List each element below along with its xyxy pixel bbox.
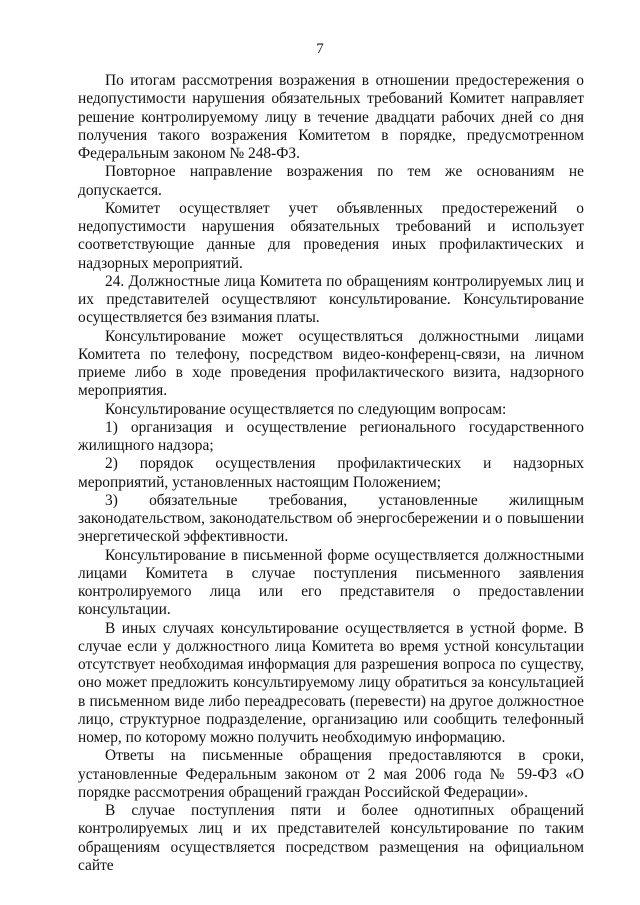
paragraph-oral-consulting: В иных случаях консультирование осуществляется в устной форме. В случае если у должностного лица Комитета во время устной консультации отсутствует необходимая информация для разрешения вопроса по существу, оно может предложить консультируемому лицу обратиться за консультацией в письменном виде либо переадресовать (перевести) на другое должностное лицо, структурное подразделение, организацию или сообщить телефонный номер, по которому можно получить необходимую информацию. xyxy=(78,619,584,746)
paragraph-warnings-accounting: Комитет осуществляет учет объявленных предостережений о недопустимости нарушения обязательных требований и использует соответствующие данные для проведения иных профилактических и надзорных мероприятий. xyxy=(78,199,584,272)
paragraph-objection-decision: По итогам рассмотрения возражения в отношении предостережения о недопустимости нарушения обязательных требований Комитет направляет решение контролируемому лицу в течение двадцати рабочих дней со дня получения такого возражения Комитетом в порядке, предусмотренном Федеральным законом № 248-ФЗ. xyxy=(78,72,584,162)
paragraph-written-answers: Ответы на письменные обращения предоставляются в сроки, установленные Федеральным законом от 2 мая 2006 года № 59-ФЗ «О порядке рассмотрения обращений граждан Российской Федерации». xyxy=(78,747,584,801)
list-item-3: 3) обязательные требования, установленные жилищным законодательством, законодательством об энергосбережении и о повышении энергетической эффективности. xyxy=(78,491,584,546)
page-number: 7 xyxy=(316,41,324,57)
document-body xyxy=(78,72,584,875)
paragraph-consulting-intro: 24. Должностные лица Комитета по обращениям контролируемых лиц и их представителей осуществляют консультирование. Консультирование осуществляется без взимания платы. xyxy=(78,272,584,327)
list-item-2: 2) порядок осуществления профилактических и надзорных мероприятий, установленных настоящим Положением; xyxy=(78,455,584,491)
paragraph-written-consulting: Консультирование в письменной форме осуществляется должностными лицами Комитета в случае поступления письменного заявления контролируемого лица или его представителя о предоставлении консультации. xyxy=(78,546,584,619)
paragraph-consulting-topics: Консультирование осуществляется по следующим вопросам: xyxy=(105,400,507,418)
paragraph-repeat-objection: Повторное направление возражения по тем же основаниям не допускается. xyxy=(78,163,584,199)
paragraph-bulk-requests: В случае поступления пяти и более однотипных обращений контролируемых лиц и их представителей консультирование по таким обращениям осуществляется посредством размещения на официальном сайте xyxy=(78,802,584,874)
list-item-1: 1) организация и осуществление регионального государственного жилищного надзора; xyxy=(78,418,584,454)
paragraph-consulting-methods: Консультирование может осуществляться должностными лицами Комитета по телефону, посредством видео-конференц-связи, на личном приеме либо в ходе проведения профилактического визита, надзорного мероприятия. xyxy=(78,327,584,400)
